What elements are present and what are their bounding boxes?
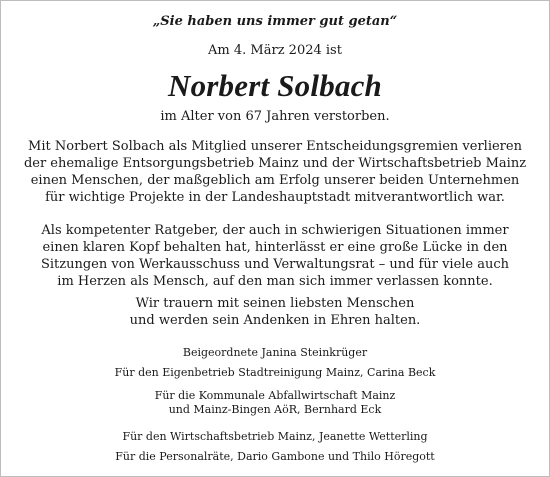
signatory-line: und Mainz-Bingen AöR, Bernhard Eck — [168, 403, 382, 416]
motto-quote: „Sie haben uns immer gut getan“ — [152, 14, 398, 29]
text-line: einen Menschen, der maßgeblich am Erfolg unserer beiden Unternehmen — [30, 173, 520, 188]
text-line: Mit Norbert Solbach als Mitglied unserer Entscheidungsgremien verlieren — [28, 139, 522, 154]
deceased-name: Norbert Solbach — [168, 68, 382, 103]
signatory-line: Für die Kommunale Abfallwirtschaft Mainz — [154, 389, 396, 402]
signatory — [0, 366, 550, 380]
text-line: der ehemalige Entsorgungsbetrieb Mainz und der Wirtschaftsbetrieb Mainz — [23, 156, 527, 171]
signatory — [0, 389, 550, 417]
signatory-line: Für den Wirtschaftsbetrieb Mainz, Jeanette Wetterling — [122, 430, 428, 443]
date-line: Am 4. März 2024 ist — [208, 43, 342, 58]
text-line: im Herzen als Mensch, auf den man sich immer verlassen konnte. — [57, 274, 493, 289]
signatory-line: Beigeordnete Janina Steinkrüger — [182, 346, 368, 359]
text-line: und werden sein Andenken in Ehren halten. — [129, 313, 421, 328]
paragraph-character — [10, 222, 540, 290]
text-line: Sitzungen von Werkausschuss und Verwaltungsrat – und für viele auch — [40, 257, 510, 272]
text-line: Als kompetenter Ratgeber, der auch in schwierigen Situationen immer — [41, 223, 509, 238]
paragraph-mourning — [10, 295, 540, 329]
text-line: Wir trauern mit seinen liebsten Menschen — [135, 296, 415, 311]
text-line: für wichtige Projekte in der Landeshauptstadt mitverantwortlich war. — [45, 190, 505, 205]
signatory — [0, 450, 550, 464]
signatory — [0, 346, 550, 360]
age-line: im Alter von 67 Jahren verstorben. — [160, 109, 390, 124]
signatory — [0, 430, 550, 444]
text-line: einen klaren Kopf behalten hat, hinterlässt er eine große Lücke in den — [42, 240, 508, 255]
paragraph-tribute — [10, 138, 540, 206]
signatory-line: Für den Eigenbetrieb Stadtreinigung Mainz, Carina Beck — [114, 366, 436, 379]
signatory-line: Für die Personalräte, Dario Gambone und Thilo Höregott — [115, 450, 435, 463]
